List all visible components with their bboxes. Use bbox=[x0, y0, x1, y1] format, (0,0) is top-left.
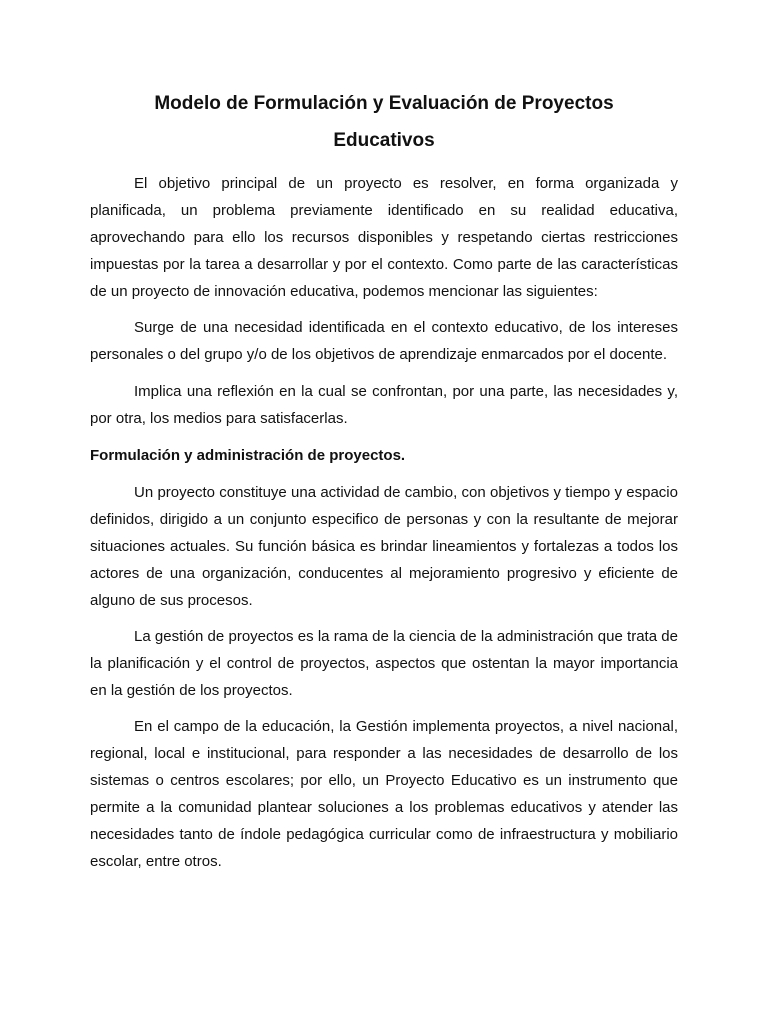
paragraph-education-management: En el campo de la educación, la Gestión implementa proyectos, a nivel nacional, regional, local e institucional, para responder a las necesidades de desarrollo de los sistemas o centros escolares; por ello, un Proyecto Educativo es un instrumento que permite a la comunidad plantear soluciones a los problemas educativos y atender las necesidades tanto de índole pedagógica curricular como de infraestructura y mobiliario escolar, entre otros. bbox=[90, 718, 678, 870]
section-heading: Formulación y administración de proyectos. bbox=[90, 447, 406, 464]
paragraph-project-management: La gestión de proyectos es la rama de la ciencia de la administración que trata de la planificación y el control de proyectos, aspectos que ostentan la mayor importancia en la gestión de los proyectos. bbox=[90, 628, 678, 699]
paragraph-intro: El objetivo principal de un proyecto es resolver, en forma organizada y planificada, un problema previamente identificado en su realidad educativa, aprovechando para ello los recursos disponibles y respetando ciertas restricciones impuestas por la tarea a desarrollar y por el contexto. Como parte de las características de un proyecto de innovación educativa, podemos mencionar las siguientes: bbox=[90, 175, 678, 300]
paragraph-characteristic-1: Surge de una necesidad identificada en el contexto educativo, de los intereses personales o del grupo y/o de los objetivos de aprendizaje enmarcados por el docente. bbox=[90, 319, 678, 363]
paragraph-characteristic-2: Implica una reflexión en la cual se confrontan, por una parte, las necesidades y, por otra, los medios para satisfacerlas. bbox=[90, 383, 678, 427]
paragraph-project-definition: Un proyecto constituye una actividad de cambio, con objetivos y tiempo y espacio definidos, dirigido a un conjunto especifico de personas y con la resultante de mejorar situaciones actuales. Su función básica es brindar lineamientos y fortalezas a todos los actores de una organización, conducentes al mejoramiento progresivo y eficiente de alguno de sus procesos. bbox=[90, 484, 678, 609]
document-title-line-1: Modelo de Formulación y Evaluación de Proyectos bbox=[154, 93, 614, 114]
document-title-line-2: Educativos bbox=[333, 130, 435, 151]
